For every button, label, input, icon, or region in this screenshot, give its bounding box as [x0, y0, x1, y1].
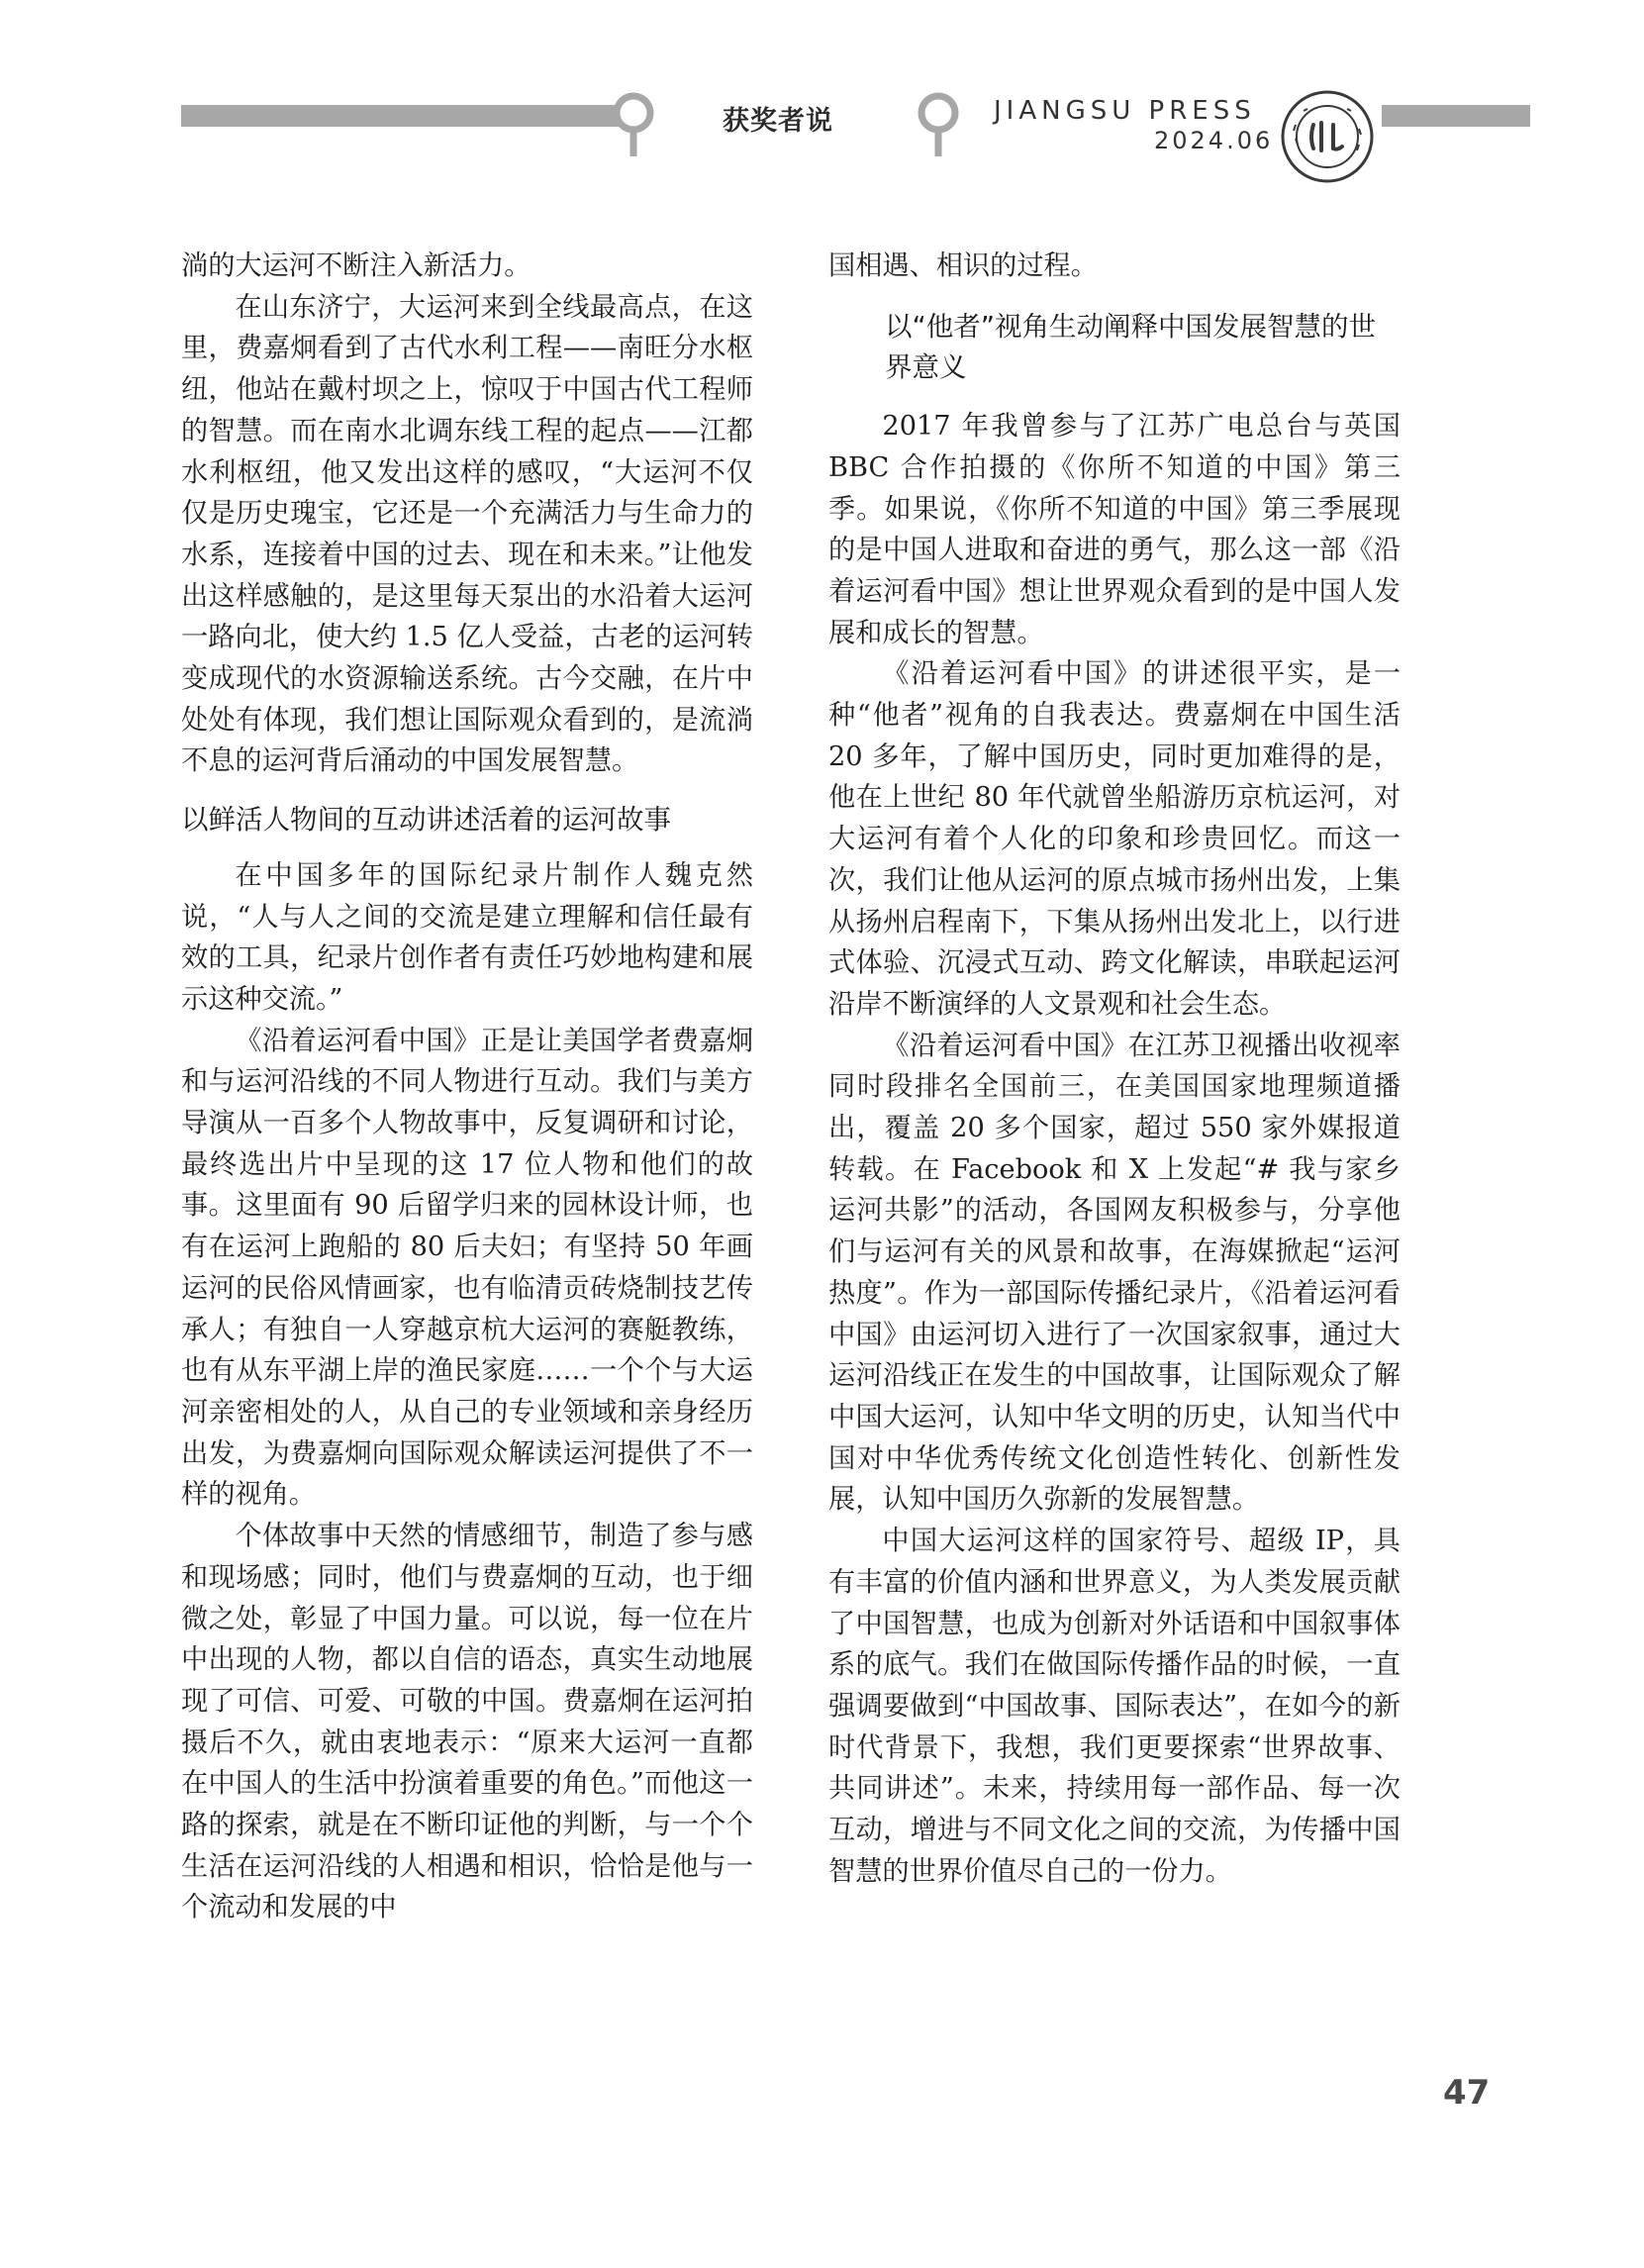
header-bar-left	[181, 105, 622, 127]
right-column	[828, 246, 1401, 1892]
publication-name: JIANGSU PRESS	[994, 96, 1256, 126]
issue-number: 2024.06	[1154, 127, 1274, 154]
paragraph: 《沿着运河看中国》正是让美国学者费嘉炯和与运河沿线的不同人物进行互动。我们与美方导演从一百多个人物故事中，反复调研和讨论，最终选出片中呈现的这 17 位人物和他们的故事。这里面有 90 后留学归来的园林设计师，也有在运河上跑船的 80 后夫妇；有坚持 50 年画运河的民俗风情画家，也有临清贡砖烧制技艺传承人；有独自一人穿越京杭大运河的赛艇教练，也有从东平湖上岸的渔民家庭……一个个与大运河亲密相处的人，从自己的专业领域和亲身经历出发，为费嘉炯向国际观众解读运河提供了不一样的视角。	[181, 1025, 753, 1511]
section-heading: 以鲜活人物间的互动讲述活着的运河故事	[181, 804, 671, 837]
paragraph: 《沿着运河看中国》在江苏卫视播出收视率同时段排名全国前三，在美国国家地理频道播出，覆盖 20 多个国家，超过 550 家外媒报道转载。在 Facebook 和 X 上发起“# 我与家乡运河共影”的活动，各国网友积极参与，分享他们与运河有关的风景和故事，在海媒掀起“运河热度”。作为一部国际传播纪录片，《沿着运河看中国》由运河切入进行了一次国家叙事，通过大运河沿线正在发生的中国故事，让国际观众了解中国大运河，认知中华文明的历史，认知当代中国对中华优秀传统文化创造性转化、创新性发展，认知中国历久弥新的发展智慧。	[828, 1030, 1401, 1516]
left-column	[181, 246, 753, 1928]
paragraph: 2017 年我曾参与了江苏广电总台与英国 BBC 合作拍摄的《你所不知道的中国》第三季。如果说，《你所不知道的中国》第三季展现的是中国人进取和奋进的勇气，那么这一部《沿着运河看中国》想让世界观众看到的是中国人发展和成长的智慧。	[828, 411, 1401, 648]
paragraph: 在中国多年的国际纪录片制作人魏克然说，“人与人之间的交流是建立理解和信任最有效的工具，纪录片创作者有责任巧妙地构建和展示这种交流。”	[181, 859, 753, 1015]
paragraph: 《沿着运河看中国》的讲述很平实，是一种“他者”视角的自我表达。费嘉炯在中国生活 20 多年，了解中国历史，同时更加难得的是，他在上世纪 80 年代就曾坐船游历京杭运河，对大运河有着个人化的印象和珍贵回忆。而这一次，我们让他从运河的原点城市扬州出发，上集从扬州启程南下，下集从扬州出发北上，以行进式体验、沉浸式互动、跨文化解读，串联起运河沿岸不断演绎的人文景观和社会生态。	[828, 658, 1401, 1020]
header-bar-right	[1382, 105, 1530, 127]
paragraph: 淌的大运河不断注入新活力。	[181, 250, 532, 281]
pin-icon	[612, 91, 655, 158]
paragraph: 个体故事中天然的情感细节，制造了参与感和现场感；同时，他们与费嘉炯的互动，也于细微之处，彰显了中国力量。可以说，每一位在片中出现的人物，都以自信的语态，真实生动地展现了可信、可爱、可敬的中国。费嘉炯在运河拍摄后不久，就由衷地表示：“原来大运河一直都在中国人的生活中扮演着重要的角色。”而他这一路的探索，就是在不断印证他的判断，与一个个生活在运河沿线的人相遇和相识，恰恰是他与一个流动和发展的中	[181, 1521, 753, 1923]
paragraph: 在山东济宁，大运河来到全线最高点，在这里，费嘉炯看到了古代水利工程——南旺分水枢纽，他站在戴村坝之上，惊叹于中国古代工程师的智慧。而在南水北调东线工程的起点——江都水利枢纽，他又发出这样的感叹，“大运河不仅仅是历史瑰宝，它还是一个充满活力与生命力的水系，连接着中国的过去、现在和未来。”让他发出这样感触的，是这里每天泵出的水沿着大运河一路向北，使大约 1.5 亿人受益，古老的运河转变成现代的水资源输送系统。古今交融，在片中处处有体现，我们想让国际观众看到的，是流淌不息的运河背后涌动的中国发展智慧。	[181, 291, 753, 777]
paragraph: 中国大运河这样的国家符号、超级 IP，具有丰富的价值内涵和世界意义，为人类发展贡献了中国智慧，也成为创新对外话语和中国叙事体系的底气。我们在做国际传播作品的时候，一直强调要做到“中国故事、国际表达”，在如今的新时代背景下，我想，我们更要探索“世界故事、共同讲述”。未来，持续用每一部作品、每一次互动，增进与不同文化之间的交流，为传播中国智慧的世界价值尽自己的一份力。	[828, 1526, 1401, 1887]
pin-icon	[917, 91, 960, 158]
page-number: 47	[1443, 2073, 1491, 2113]
section-heading: 以“他者”视角生动阐释中国发展智慧的世界意义	[885, 310, 1376, 384]
section-label: 获奖者说	[723, 106, 833, 137]
association-seal-logo	[1280, 89, 1375, 184]
paragraph: 国相遇、相识的过程。	[828, 250, 1098, 281]
